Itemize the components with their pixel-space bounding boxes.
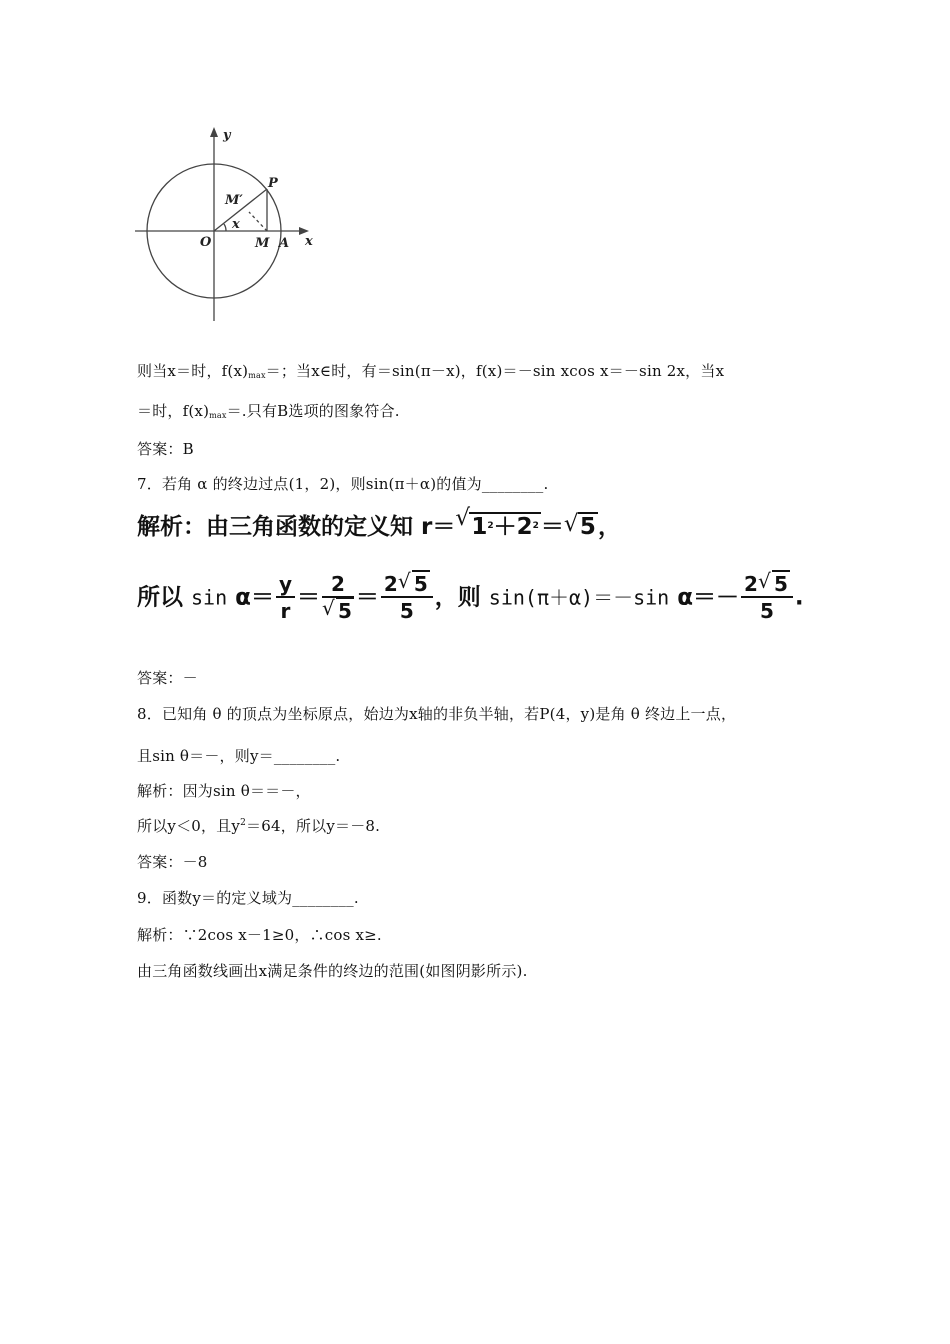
answer-line-6: 答案：B bbox=[137, 440, 194, 458]
unit-circle-figure bbox=[133, 125, 323, 325]
question-8-line-2: 且sin θ＝－，则y＝________. bbox=[137, 747, 341, 765]
fraction-y-over-r: $\frac{y}{r}$ bbox=[276, 572, 295, 624]
label-x: x bbox=[305, 234, 313, 249]
answer-7: 答案：－ bbox=[137, 669, 198, 687]
label-a: A bbox=[279, 236, 290, 251]
text-line-1: 则当x＝时，$f(x)_{max}=$；当x∈时，有＝sin(π－x)，f(x)＝－sin xcos x＝－sin 2x，当x bbox=[137, 362, 725, 380]
solution-8-line-1: 解析：因为sin θ＝＝－， bbox=[137, 782, 311, 800]
label-y: y bbox=[223, 128, 231, 143]
question-9: 9．函数y＝的定义域为________. bbox=[137, 889, 359, 907]
label-angle-x: x bbox=[232, 217, 240, 232]
solution-7-line-2: 所以 sin α＝ $\frac{y}{r}$ ＝ 2 √ 5 ＝ 2 √ 5 5 ，则 sin(π＋α)＝－sin α＝－ 2 √ 5 5 . bbox=[137, 569, 804, 623]
question-7: 7．若角 α 的终边过点(1，2)，则sin(π＋α)的值为________. bbox=[137, 475, 549, 493]
text-line-2: ＝时，$f(x)_{max}=$.只有B选项的图象符合. bbox=[137, 402, 400, 420]
angle-arc bbox=[224, 224, 226, 231]
sqrt-five: √ 5 bbox=[563, 511, 596, 540]
solution-9-line-2: 由三角函数线画出x满足条件的终边的范围(如图阴影所示). bbox=[137, 962, 528, 980]
y-axis-arrow bbox=[210, 127, 218, 137]
label-o: O bbox=[200, 235, 212, 250]
fraction-2sqrt5-over-5: 2 √ 5 5 bbox=[381, 572, 433, 624]
fraction-result: 2 √ 5 5 bbox=[741, 572, 793, 624]
question-8-line-1: 8．已知角 θ 的顶点为坐标原点，始边为x轴的非负半轴，若P(4，y)是角 θ 终边上一点， bbox=[137, 705, 737, 723]
sqrt-expression: √ $1^2+2^2$ bbox=[455, 505, 539, 540]
solution-7-line-1: 解析：由三角函数的定义知 r＝ √ $1^2+2^2=$ √ 5， bbox=[137, 505, 621, 540]
label-p: P bbox=[268, 176, 278, 191]
answer-8: 答案：－8 bbox=[137, 853, 208, 871]
label-m: M bbox=[255, 236, 270, 251]
solution-8-line-2: 所以y＜0，且$y^2=64$，所以y＝－8. bbox=[137, 817, 381, 835]
label-m-prime: M′ bbox=[225, 193, 243, 208]
dashed-mm-prime bbox=[249, 212, 267, 231]
fraction-2-over-sqrt5: 2 √ 5 bbox=[322, 572, 352, 623]
solution-9-line-1: 解析：∵2cos x－1≥0，∴cos x≥. bbox=[137, 926, 382, 944]
